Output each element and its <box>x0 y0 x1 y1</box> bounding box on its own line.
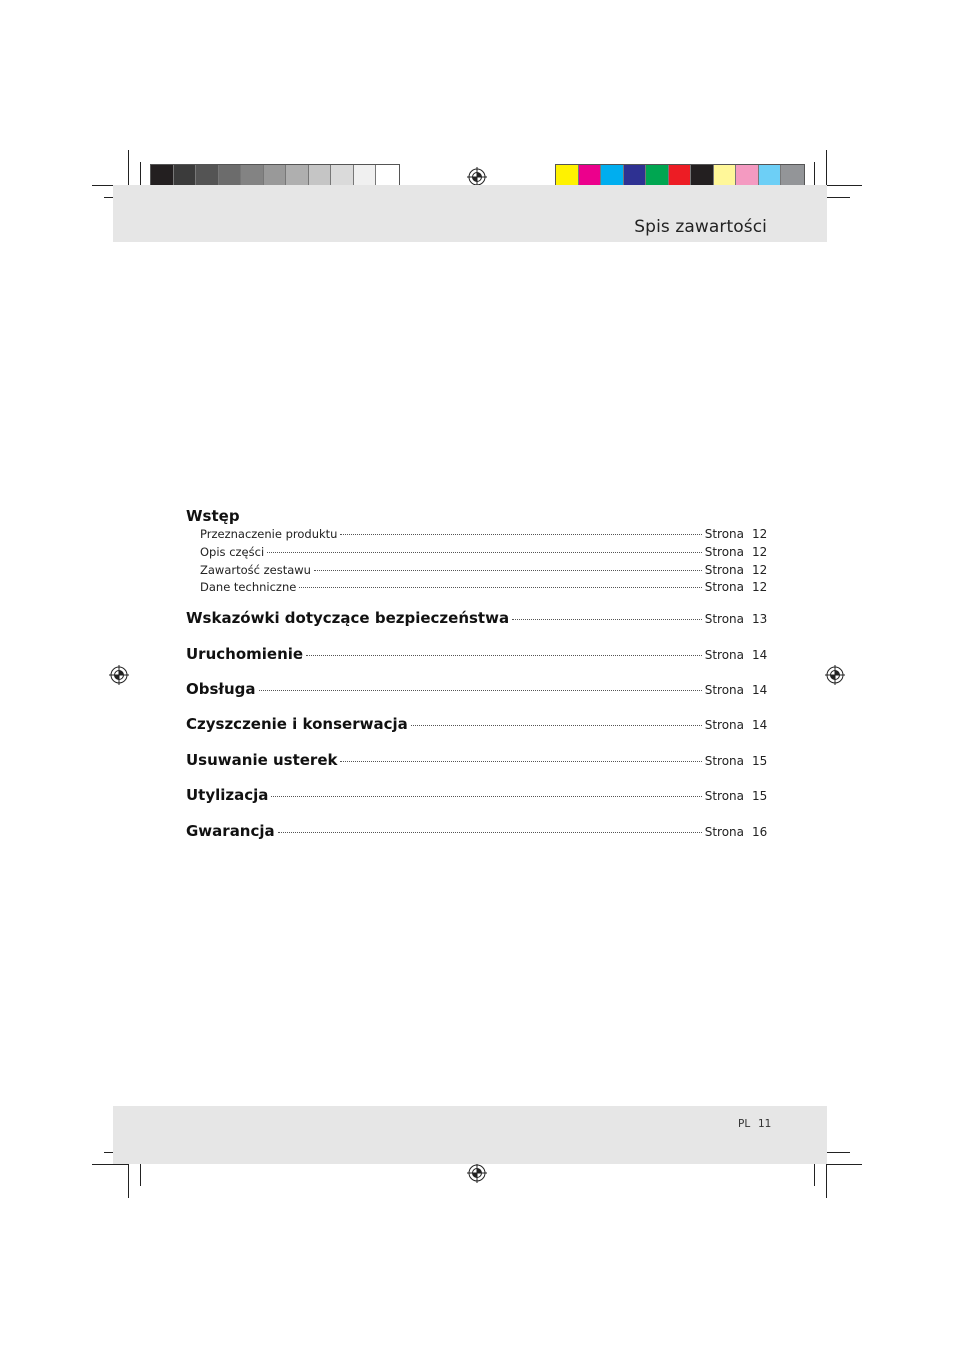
page-number: 12 <box>752 544 768 559</box>
toc-subitem[interactable] <box>186 544 767 562</box>
toc-item[interactable] <box>186 707 767 742</box>
page-word: Strona <box>704 718 744 733</box>
crop-mark <box>140 162 141 186</box>
page-word: Strona <box>704 824 744 839</box>
color-swatch <box>286 165 309 187</box>
color-swatch <box>174 165 197 187</box>
crop-mark <box>826 197 850 198</box>
color-swatch <box>556 165 579 187</box>
color-swatch <box>219 165 242 187</box>
page-ref <box>705 815 767 850</box>
footer-band <box>113 1106 827 1164</box>
page-number: 12 <box>752 562 768 577</box>
page-ref <box>705 638 767 673</box>
color-swatch <box>646 165 669 187</box>
toc-section-title: Wstęp <box>186 507 240 525</box>
page-number: 13 <box>752 612 768 627</box>
toc-item[interactable] <box>186 814 767 849</box>
color-swatch <box>781 165 804 187</box>
dot-leader <box>259 690 702 691</box>
page-ref <box>705 544 767 562</box>
toc-item-label: Opis części <box>200 544 265 559</box>
toc-item-label: Dane techniczne <box>200 580 297 595</box>
page-number: 15 <box>752 753 768 768</box>
page-number: 14 <box>752 647 768 662</box>
color-swatch <box>669 165 692 187</box>
color-swatch <box>151 165 174 187</box>
color-swatch <box>241 165 264 187</box>
dot-leader <box>306 655 702 656</box>
page-word: Strona <box>704 647 744 662</box>
crop-mark <box>92 1164 128 1165</box>
color-swatch <box>601 165 624 187</box>
color-swatch <box>331 165 354 187</box>
toc-item-label: Wskazówki dotyczące bezpieczeństwa <box>186 609 510 628</box>
toc-item-label: Uruchomienie <box>186 644 304 663</box>
page-word: Strona <box>704 753 744 768</box>
crop-mark <box>826 1164 862 1165</box>
toc-subitem[interactable] <box>186 579 767 597</box>
page-ref <box>705 526 767 544</box>
crop-mark <box>814 162 815 186</box>
dot-leader <box>340 534 701 535</box>
page-ref <box>705 562 767 580</box>
toc-item-label: Zawartość zestawu <box>200 562 311 577</box>
dot-leader <box>271 796 701 797</box>
page-word: Strona <box>704 682 744 697</box>
registration-mark-icon <box>467 1163 487 1183</box>
toc-subitem[interactable] <box>186 562 767 580</box>
page-number: 12 <box>752 580 768 595</box>
crop-mark <box>140 1162 141 1186</box>
color-swatch <box>714 165 737 187</box>
toc-item-label: Obsługa <box>186 679 256 698</box>
dot-leader <box>314 570 702 571</box>
registration-mark-icon <box>109 665 129 685</box>
toc-item[interactable] <box>186 601 767 636</box>
toc-item[interactable] <box>186 743 767 778</box>
footer-page-number: 11 <box>758 1118 772 1130</box>
page-ref <box>705 779 767 814</box>
crop-mark <box>826 1162 827 1198</box>
page-word: Strona <box>704 544 744 559</box>
crop-mark <box>826 185 862 186</box>
page-word: Strona <box>704 527 744 541</box>
color-swatch <box>736 165 759 187</box>
toc-item[interactable] <box>186 637 767 672</box>
page-ref <box>705 673 767 708</box>
toc-item[interactable] <box>186 672 767 707</box>
toc-item-label: Gwarancja <box>186 821 275 840</box>
header-band <box>113 185 827 242</box>
color-swatch <box>309 165 332 187</box>
page-number: 14 <box>752 718 768 733</box>
color-swatch <box>691 165 714 187</box>
page-ref <box>705 744 767 779</box>
toc-item-label: Utylizacja <box>186 786 269 805</box>
color-swatch <box>759 165 782 187</box>
page-ref <box>705 602 767 637</box>
color-swatch <box>354 165 377 187</box>
page-number: 12 <box>752 527 768 541</box>
dot-leader <box>340 761 701 762</box>
toc-item[interactable] <box>186 778 767 813</box>
crop-mark <box>814 1162 815 1186</box>
toc-item-label: Czyszczenie i konserwacja <box>186 715 408 734</box>
color-swatch <box>264 165 287 187</box>
crop-mark <box>128 150 129 186</box>
page-number: 16 <box>752 824 768 839</box>
page-word: Strona <box>704 789 744 804</box>
dot-leader <box>267 552 702 553</box>
dot-leader <box>512 619 702 620</box>
color-swatch <box>196 165 219 187</box>
page-number: 14 <box>752 682 768 697</box>
page-word: Strona <box>704 612 744 627</box>
toc-subitem[interactable] <box>186 526 767 544</box>
page-word: Strona <box>704 580 744 595</box>
dot-leader <box>278 832 702 833</box>
page-word: Strona <box>704 562 744 577</box>
footer-language: PL <box>738 1118 751 1130</box>
dot-leader <box>299 587 701 588</box>
toc-item-label: Przeznaczenie produktu <box>200 527 338 541</box>
color-swatch <box>579 165 602 187</box>
dot-leader <box>411 725 702 726</box>
page-ref <box>705 708 767 743</box>
crop-mark <box>826 150 827 186</box>
page-number: 15 <box>752 789 768 804</box>
table-of-contents <box>186 506 767 849</box>
page-ref <box>705 579 767 597</box>
crop-mark <box>826 1152 850 1153</box>
registration-mark-icon <box>825 665 845 685</box>
page-title: Spis zawartości <box>634 217 767 237</box>
color-swatch <box>624 165 647 187</box>
toc-item-label: Usuwanie usterek <box>186 750 338 769</box>
registration-mark-icon <box>467 167 487 187</box>
color-swatch <box>376 165 399 187</box>
crop-mark <box>128 1162 129 1198</box>
